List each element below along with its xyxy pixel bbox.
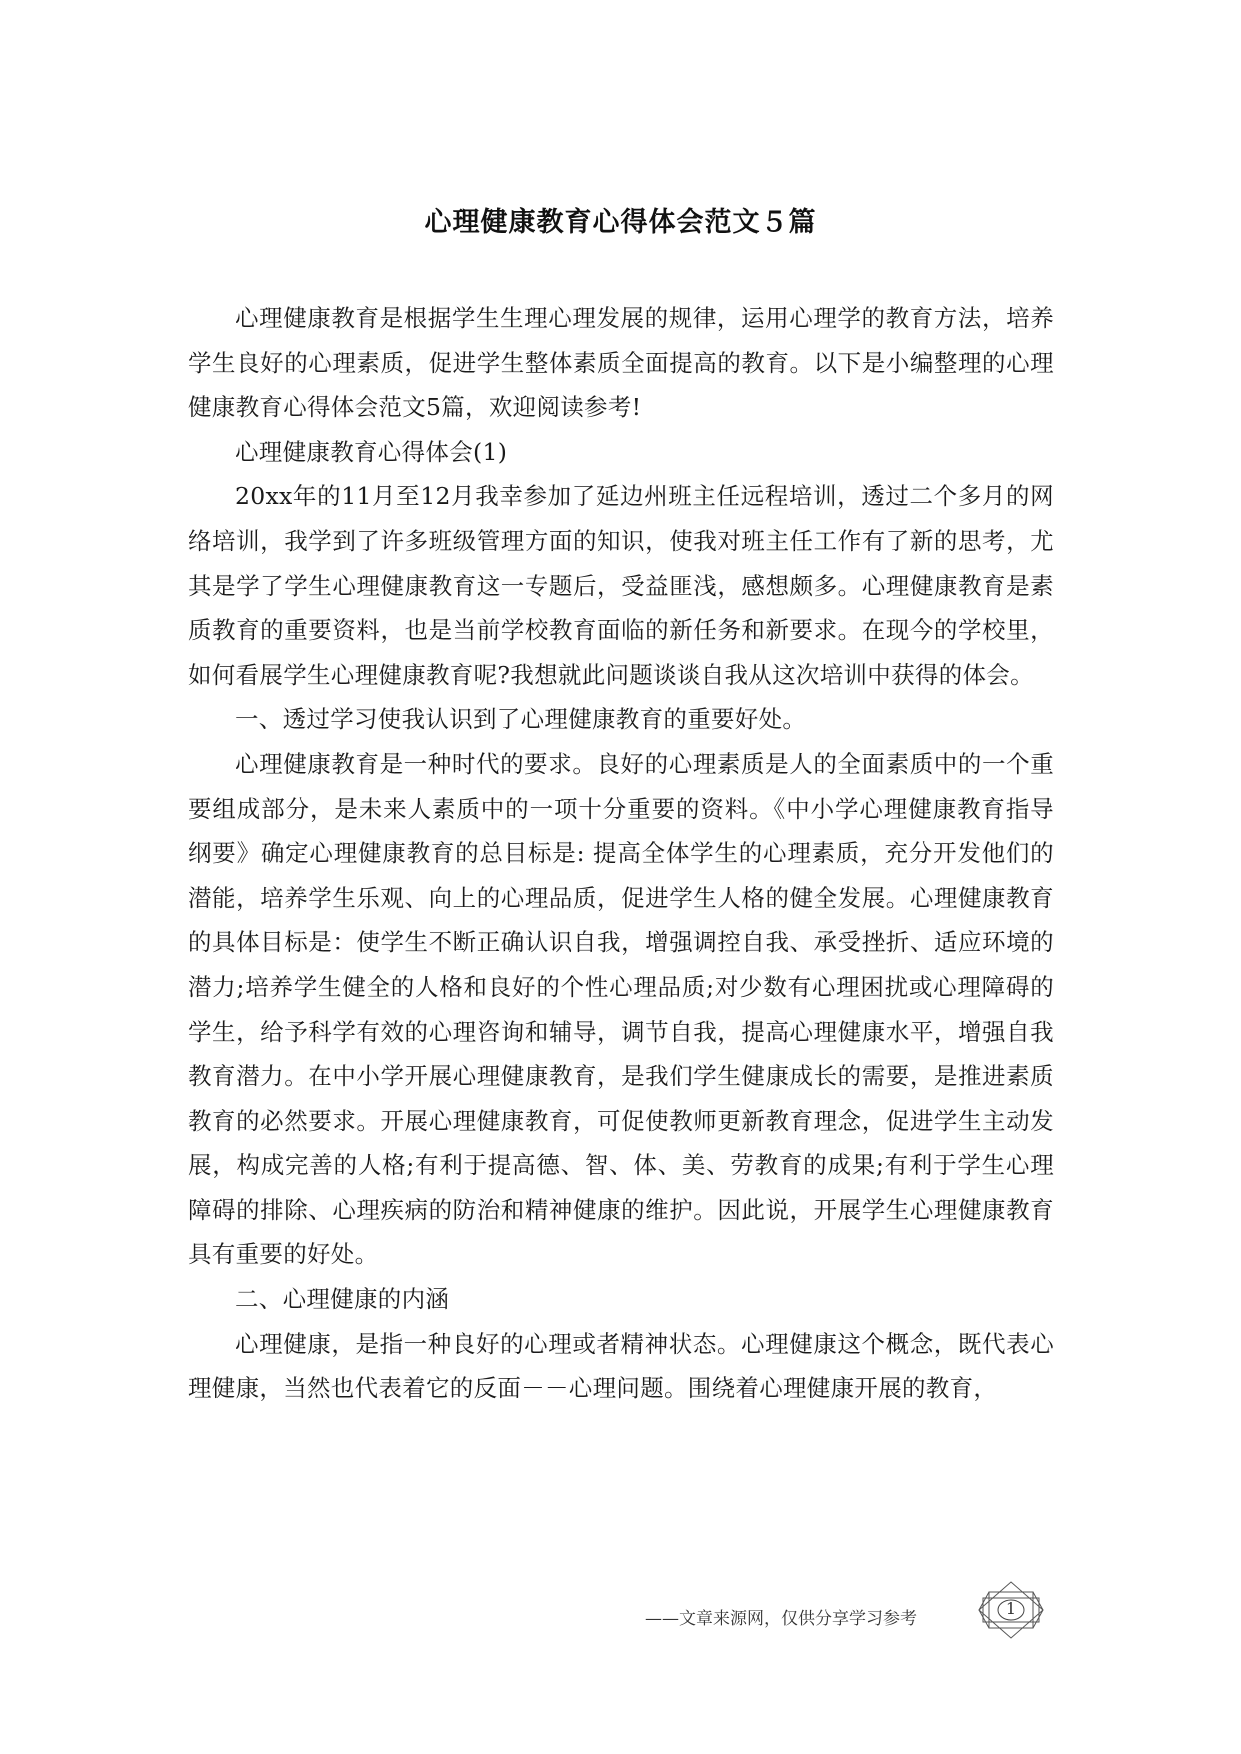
section-heading-1: 心理健康教育心得体会(1) — [235, 437, 508, 466]
paragraph-intro: 心理健康教育是根据学生生理心理发展的规律，运用心理学的教育方法，培养学生良好的心理素质，促进学生整体素质全面提高的教育。以下是小编整理的心理健康教育心得体会范文5篇，欢迎阅读参考! — [188, 304, 1054, 422]
subheading-connotation: 二、心理健康的内涵 — [235, 1285, 450, 1314]
footer-source-note: ——文章来源网，仅供分享学习参考 — [645, 1609, 917, 1629]
document-body — [188, 296, 1054, 1411]
document-title: 心理健康教育心得体会范文５篇 — [424, 207, 817, 238]
page-number: 1 — [1005, 1599, 1017, 1618]
page-number-badge — [975, 1580, 1047, 1640]
subheading-importance: 一、透过学习使我认识到了心理健康教育的重要好处。 — [235, 705, 807, 734]
paragraph-connotation: 心理健康，是指一种良好的心理或者精神状态。心理健康这个概念，既代表心理健康，当然也代表着它的反面－－心理问题。围绕着心理健康开展的教育， — [188, 1329, 1054, 1403]
paragraph-training: 20xx年的11月至12月我幸参加了延边州班主任远程培训，透过二个多月的网络培训，我学到了许多班级管理方面的知识，使我对班主任工作有了新的思考，尤其是学了学生心理健康教育这一专题后，受益匪浅，感想颇多。心理健康教育是素质教育的重要资料，也是当前学校教育面临的新任务和新要求。在现今的学校里，如何看展学生心理健康教育呢?我想就此问题谈谈自我从这次培训中获得的体会。 — [188, 482, 1054, 689]
paragraph-importance: 心理健康教育是一种时代的要求。良好的心理素质是人的全面素质中的一个重要组成部分，是未来人素质中的一项十分重要的资料。《中小学心理健康教育指导纲要》确定心理健康教育的总目标是: 提高全体学生的心理素质，充分开发他们的潜能，培养学生乐观、向上的心理品质，促进学生人格的健全发展。心理健康教育的具体目标是：使学生不断正确认识自我，增强调控自我、承受挫折、适应环境的潜力;培养学生健全的人格和良好的个性心理品质;对少数有心理困扰或心理障碍的学生，给予科学有效的心理咨询和辅导，调节自我，提高心理健康水平，增强自我教育潜力。在中小学开展心理健康教育，是我们学生健康成长的需要，是推进素质教育的必然要求。开展心理健康教育，可促使教师更新教育理念，促进学生主动发展，构成完善的人格;有利于提高德、智、体、美、劳教育的成果;有利于学生心理障碍的排除、心理疾病的防治和精神健康的维护。因此说，开展学生心理健康教育具有重要的好处。 — [188, 749, 1054, 1269]
